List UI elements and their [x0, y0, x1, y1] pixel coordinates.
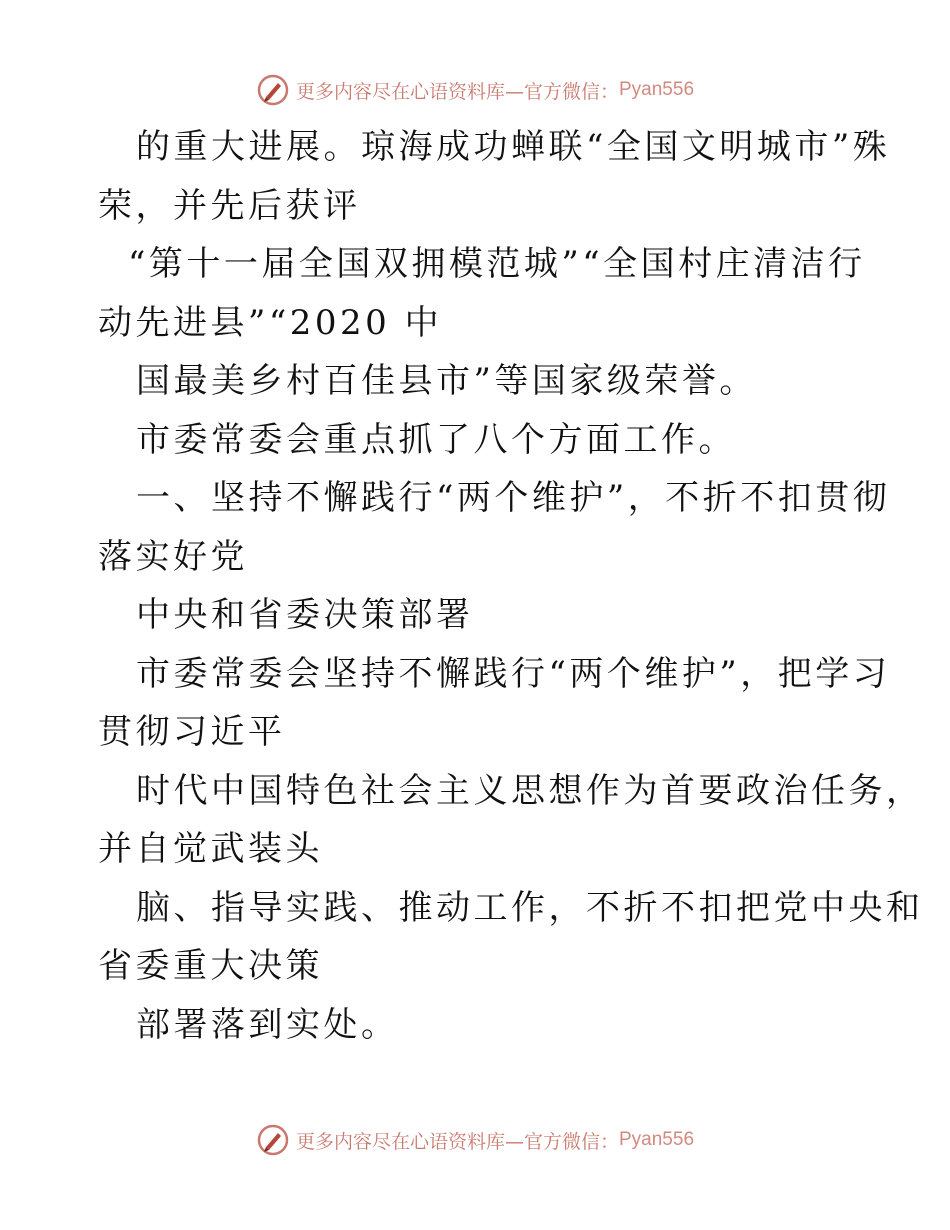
text-line: 落实好党 — [98, 536, 248, 577]
pen-logo-icon — [256, 73, 290, 107]
text-line: 市委常委会坚持不懈践行“两个维护”，把学习 — [136, 653, 891, 694]
text-line: 部署落到实处。 — [136, 1004, 399, 1045]
text-line: 的重大进展。琼海成功蝉联“全国文明城市”殊 — [136, 127, 891, 167]
text-line: 省委重大决策 — [98, 946, 323, 986]
watermark-account: Pyan556 — [619, 79, 695, 100]
text-line: 并自觉武装头 — [98, 829, 323, 869]
header-watermark — [0, 70, 950, 110]
text-line: 贯彻习近平 — [98, 712, 286, 752]
watermark-text: 更多内容尽在心语资料库—官方微信： — [295, 1130, 619, 1153]
text-line: 荣，并先后获评 — [98, 185, 361, 226]
text-line: 动先进县”“2020 中 — [98, 302, 443, 343]
pen-logo-icon — [256, 1123, 290, 1157]
watermark-account: Pyan556 — [619, 1129, 695, 1150]
text-line: 市委常委会重点抓了八个方面工作。 — [136, 419, 736, 460]
text-line: “第十一届全国双拥模范城”“全国村庄清洁行 — [128, 244, 866, 284]
text-line: 国最美乡村百佳县市”等国家级荣誉。 — [136, 361, 757, 401]
footer-watermark — [0, 1120, 950, 1160]
document-body — [98, 118, 924, 1054]
text-line: 中央和省委决策部署 — [136, 595, 474, 635]
text-line: 脑、指导实践、推动工作，不折不扣把党中央和 — [136, 887, 924, 928]
watermark-text: 更多内容尽在心语资料库—官方微信： — [295, 80, 619, 103]
text-line: 时代中国特色社会主义思想作为首要政治任务， — [136, 770, 924, 811]
text-line: 一、坚持不懈践行“两个维护”，不折不扣贯彻 — [136, 478, 891, 518]
